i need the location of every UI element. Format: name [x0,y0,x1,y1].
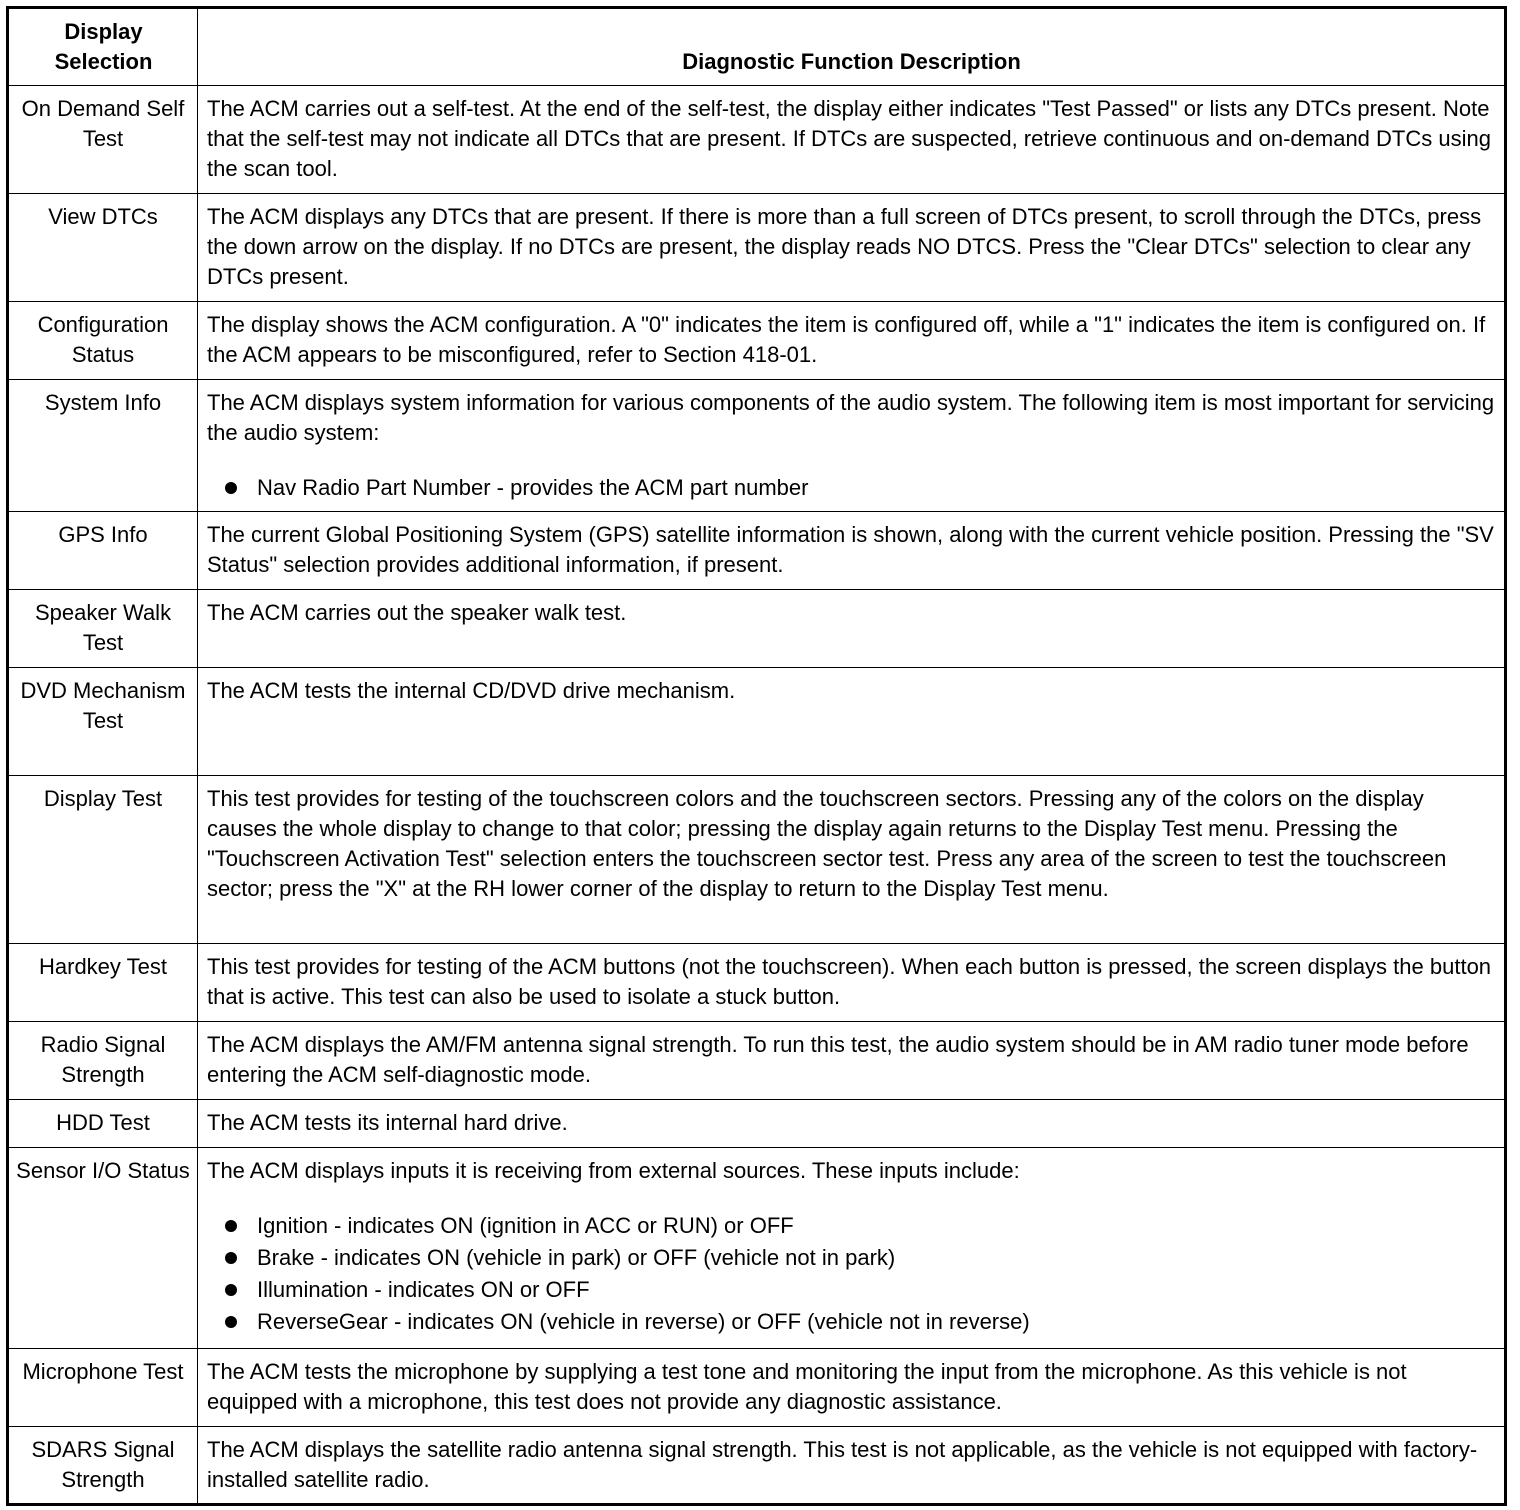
bullet-list [207,1210,1496,1338]
description-text: The ACM carries out the speaker walk test. [207,600,627,625]
description-text: The ACM displays the AM/FM antenna signal strength. To run this test, the audio system should be in AM radio tuner mode before entering the ACM self-diagnostic mode. [207,1032,1469,1087]
display-selection-cell: SDARS Signal Strength [8,1427,198,1505]
display-selection-cell: Speaker Walk Test [8,590,198,668]
description-cell [198,776,1506,944]
description-cell [198,944,1506,1022]
bullet-item: Illumination - indicates ON or OFF [207,1274,1496,1306]
display-selection-cell: Hardkey Test [8,944,198,1022]
description-text: The current Global Positioning System (GPS) satellite information is shown, along with the current vehicle position. Pressing the "SV Status" selection provides additional information, if present. [207,522,1494,577]
table-row [8,1022,1506,1100]
description-cell [198,512,1506,590]
description-text: The ACM displays the satellite radio antenna signal strength. This test is not applicable, as the vehicle is not equipped with factory-installed satellite radio. [207,1437,1478,1492]
table-row [8,668,1506,776]
display-selection-cell: System Info [8,380,198,512]
description-cell [198,380,1506,512]
bullet-item: ReverseGear - indicates ON (vehicle in reverse) or OFF (vehicle not in reverse) [207,1306,1496,1338]
table-row [8,302,1506,380]
table-row [8,1427,1506,1505]
bullet-item: Nav Radio Part Number - provides the ACM part number [207,472,1496,504]
display-selection-cell: Configuration Status [8,302,198,380]
description-text: The ACM tests its internal hard drive. [207,1110,568,1135]
description-cell [198,194,1506,302]
description-text: The ACM tests the internal CD/DVD drive mechanism. [207,678,736,703]
display-selection-cell: DVD Mechanism Test [8,668,198,776]
table-row [8,194,1506,302]
description-text: The ACM carries out a self-test. At the end of the self-test, the display either indicates "Test Passed" or lists any DTCs present. Note that the self-test may not indicate all DTCs that are present. If DTCs are suspected, retrieve continuous and on-demand DTCs using the scan tool. [207,96,1491,181]
table-row [8,590,1506,668]
bullet-item: Brake - indicates ON (vehicle in park) or OFF (vehicle not in park) [207,1242,1496,1274]
display-selection-cell: GPS Info [8,512,198,590]
description-text: The ACM tests the microphone by supplying a test tone and monitoring the input from the microphone. As this vehicle is not equipped with a microphone, this test does not provide any diagnostic assistance. [207,1359,1407,1414]
description-cell [198,590,1506,668]
display-selection-cell: View DTCs [8,194,198,302]
description-text: The ACM displays system information for various components of the audio system. The following item is most important for servicing the audio system: [207,390,1495,445]
diagnostic-functions-table [6,6,1507,1506]
description-text: This test provides for testing of the ACM buttons (not the touchscreen). When each button is pressed, the screen displays the button that is active. This test can also be used to isolate a stuck button. [207,954,1492,1009]
description-cell [198,1349,1506,1427]
description-cell [198,1427,1506,1505]
table-row [8,1100,1506,1148]
description-cell [198,1022,1506,1100]
display-selection-cell: Display Test [8,776,198,944]
table-row [8,944,1506,1022]
description-cell [198,1100,1506,1148]
table-row [8,512,1506,590]
description-cell [198,302,1506,380]
description-text: The ACM displays any DTCs that are present. If there is more than a full screen of DTCs present, to scroll through the DTCs, press the down arrow on the display. If no DTCs are present, the display reads NO DTCS. Press the "Clear DTCs" selection to clear any DTCs present. [207,204,1482,289]
description-cell [198,86,1506,194]
table-row [8,380,1506,512]
header-row [8,8,1506,86]
description-cell [198,1148,1506,1349]
header-description: Diagnostic Function Description [198,8,1506,86]
description-text: The ACM displays inputs it is receiving from external sources. These inputs include: [207,1158,1020,1183]
display-selection-cell: HDD Test [8,1100,198,1148]
description-cell [198,668,1506,776]
display-selection-cell: Sensor I/O Status [8,1148,198,1349]
description-text: This test provides for testing of the touchscreen colors and the touchscreen sectors. Pressing any of the colors on the display causes the whole display to change to that color; pressing the display again returns to the Display Test menu. Pressing the "Touchscreen Activation Test" selection enters the touchscreen sector test. Press any area of the screen to test the touchscreen sector; press the "X" at the RH lower corner of the display to return to the Display Test menu. [207,786,1447,901]
bullet-list [207,472,1496,504]
display-selection-cell: Radio Signal Strength [8,1022,198,1100]
bullet-item: Ignition - indicates ON (ignition in ACC or RUN) or OFF [207,1210,1496,1242]
display-selection-cell: Microphone Test [8,1349,198,1427]
table-row [8,86,1506,194]
table-row [8,776,1506,944]
description-text: The display shows the ACM configuration. A "0" indicates the item is configured off, while a "1" indicates the item is configured on. If the ACM appears to be misconfigured, refer to Section 418-01. [207,312,1486,367]
display-selection-cell: On Demand Self Test [8,86,198,194]
header-display-selection: Display Selection [8,8,198,86]
table-row [8,1349,1506,1427]
table-row [8,1148,1506,1349]
